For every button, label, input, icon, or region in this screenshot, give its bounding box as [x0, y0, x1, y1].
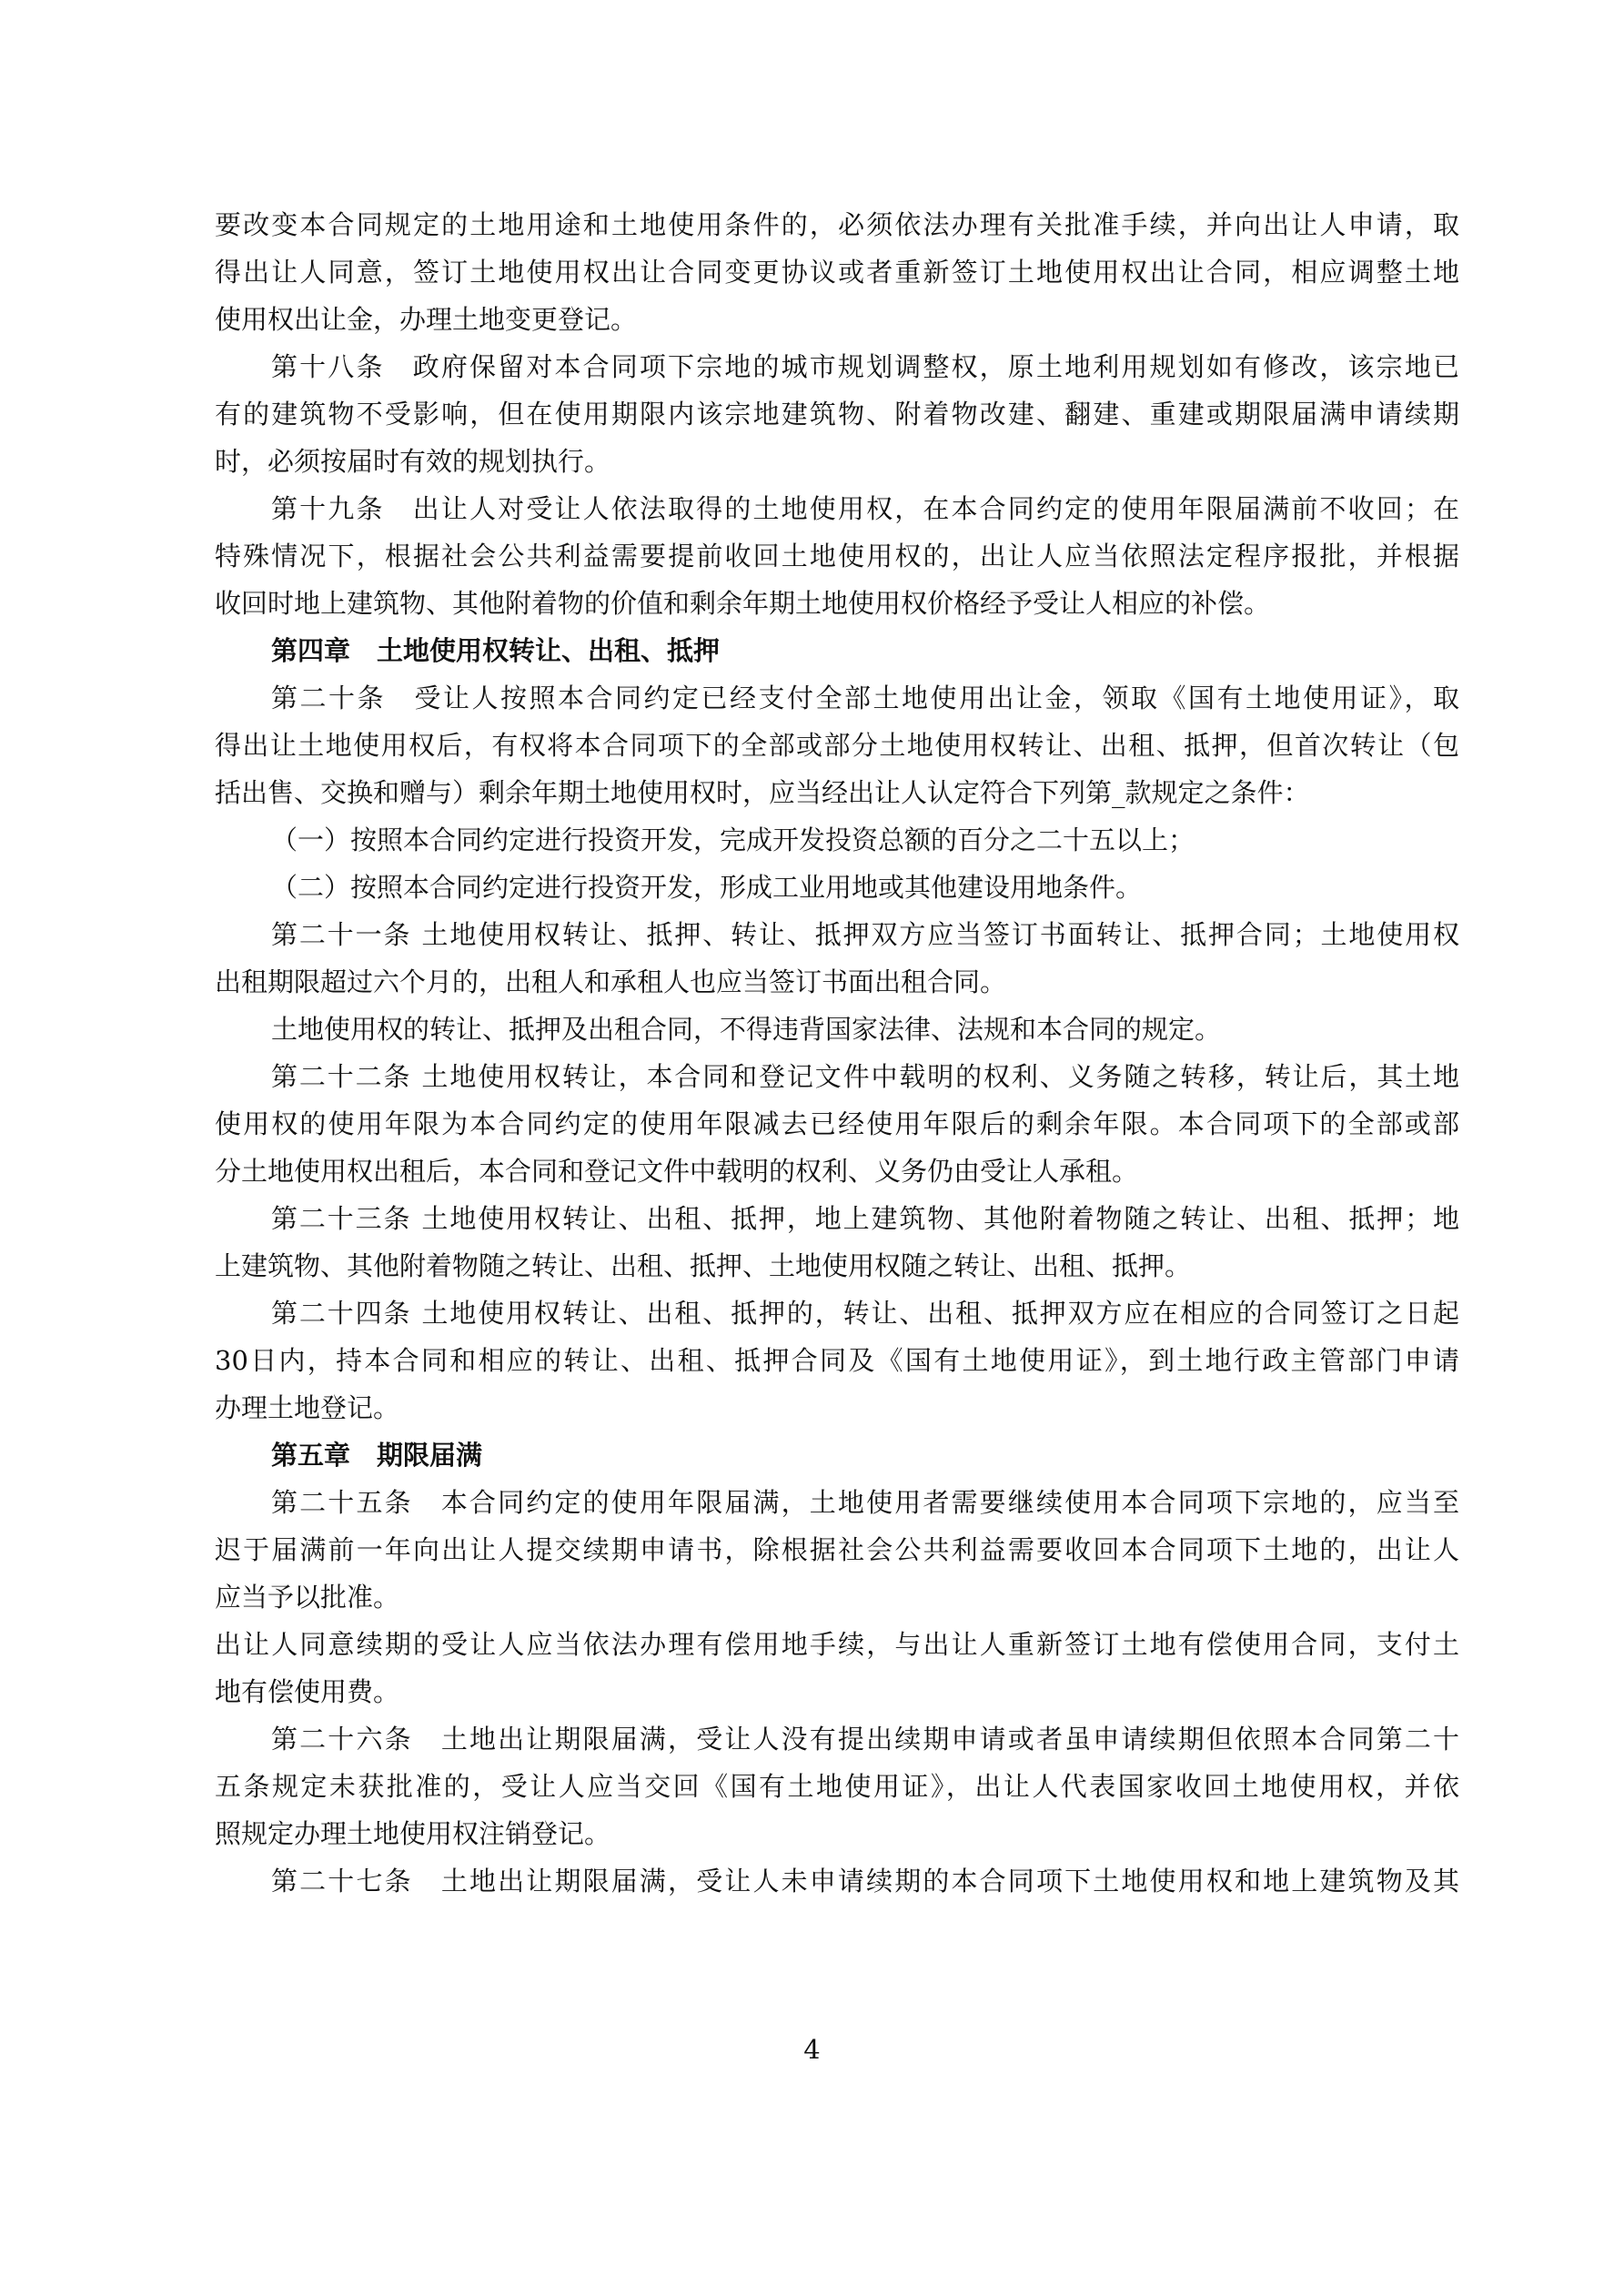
text-line: 分土地使用权出租后，本合同和登记文件中载明的权利、义务仍由受让人承租。: [215, 1156, 1139, 1187]
text-line: 30日内，持本合同和相应的转让、出租、抵押合同及《国有土地使用证》，到土地行政主管部门申请: [215, 1345, 1459, 1376]
text-line: 办理土地登记。: [215, 1392, 400, 1423]
text-line: 第五章 期限届满: [271, 1440, 483, 1471]
text-line: 上建筑物、其他附着物随之转让、出租、抵押、土地使用权随之转让、出租、抵押。: [215, 1250, 1192, 1281]
text-line: 收回时地上建筑物、其他附着物的价值和剩余年期土地使用权价格经予受让人相应的补偿。: [215, 588, 1271, 619]
text-line: 第二十三条 土地使用权转让、出租、抵押，地上建筑物、其他附着物随之转让、出租、抵押；地: [271, 1203, 1459, 1234]
text-line: 使用权出让金，办理土地变更登记。: [215, 304, 638, 335]
text-line: 出租期限超过六个月的，出租人和承租人也应当签订书面出租合同。: [215, 966, 1007, 997]
paragraph: [215, 1621, 1459, 1715]
text-line: 第十八条 政府保留对本合同项下宗地的城市规划调整权，原土地利用规划如有修改，该宗地已: [271, 351, 1459, 382]
paragraph: [215, 343, 1459, 485]
page-number: 4: [803, 2034, 821, 2065]
text-line: 第四章 土地使用权转让、出租、抵押: [271, 635, 721, 666]
text-line: 土地使用权的转让、抵押及出租合同，不得违背国家法律、法规和本合同的规定。: [271, 1014, 1222, 1045]
text-line: 照规定办理土地使用权注销登记。: [215, 1818, 611, 1849]
paragraph: [215, 1715, 1459, 1857]
text-line: 要改变本合同规定的土地用途和土地使用条件的，必须依法办理有关批准手续，并向出让人申请，取: [215, 209, 1459, 240]
text-line: 第二十五条 本合同约定的使用年限届满，土地使用者需要继续使用本合同项下宗地的，应当至: [271, 1487, 1459, 1518]
paragraph: [215, 674, 1459, 816]
text-line: 出让人同意续期的受让人应当依法办理有偿用地手续，与出让人重新签订土地有偿使用合同，支付土: [215, 1629, 1459, 1660]
text-line: 第十九条 出让人对受让人依法取得的土地使用权，在本合同约定的使用年限届满前不收回；在: [271, 493, 1459, 524]
paragraph: [215, 1195, 1459, 1290]
paragraph: [215, 1857, 1459, 1905]
text-line: 第二十六条 土地出让期限届满，受让人没有提出续期申请或者虽申请续期但依照本合同第二十: [271, 1724, 1459, 1755]
paragraph: [215, 1479, 1459, 1621]
text-line: （一）按照本合同约定进行投资开发，完成开发投资总额的百分之二十五以上；: [271, 824, 1195, 855]
text-line: 括出售、交换和赠与）剩余年期土地使用权时，应当经出让人认定符合下列第_款规定之条件：: [215, 777, 1310, 808]
chapter-heading: [215, 627, 1459, 674]
text-line: 得出让人同意，签订土地使用权出让合同变更协议或者重新签订土地使用权出让合同，相应调整土地: [215, 257, 1459, 288]
text-line: （二）按照本合同约定进行投资开发，形成工业用地或其他建设用地条件。: [271, 872, 1143, 903]
paragraph: [215, 1290, 1459, 1431]
text-line: 迟于届满前一年向出让人提交续期申请书，除根据社会公共利益需要收回本合同项下土地的，出让人: [215, 1534, 1459, 1565]
text-line: 时，必须按届时有效的规划执行。: [215, 446, 611, 477]
text-line: 使用权的使用年限为本合同约定的使用年限减去已经使用年限后的剩余年限。本合同项下的全部或部: [215, 1108, 1459, 1139]
paragraph: [215, 1053, 1459, 1195]
paragraph: [215, 1006, 1459, 1053]
text-line: 五条规定未获批准的，受让人应当交回《国有土地使用证》，出让人代表国家收回土地使用权，并依: [215, 1771, 1459, 1802]
paragraph: [215, 864, 1459, 911]
text-line: 应当予以批准。: [215, 1582, 400, 1613]
paragraph: [215, 485, 1459, 627]
text-line: 第二十条 受让人按照本合同约定已经支付全部土地使用出让金，领取《国有土地使用证》，取: [271, 683, 1459, 713]
text-line: 第二十二条 土地使用权转让，本合同和登记文件中载明的权利、义务随之转移，转让后，其土地: [271, 1061, 1459, 1092]
text-line: 有的建筑物不受影响，但在使用期限内该宗地建筑物、附着物改建、翻建、重建或期限届满申请续期: [215, 399, 1459, 430]
text-line: 得出让土地使用权后，有权将本合同项下的全部或部分土地使用权转让、出租、抵押，但首次转让（包: [215, 730, 1459, 761]
text-line: 第二十七条 土地出让期限届满，受让人未申请续期的本合同项下土地使用权和地上建筑物及其: [271, 1866, 1459, 1896]
paragraph: [215, 816, 1459, 864]
document-body: [215, 201, 1459, 1905]
text-line: 地有偿使用费。: [215, 1676, 400, 1707]
text-line: 第二十一条 土地使用权转让、抵押、转让、抵押双方应当签订书面转让、抵押合同；土地使用权: [271, 919, 1459, 950]
text-line: 第二十四条 土地使用权转让、出租、抵押的，转让、出租、抵押双方应在相应的合同签订之日起: [271, 1298, 1459, 1329]
paragraph: [215, 201, 1459, 343]
text-line: 特殊情况下，根据社会公共利益需要提前收回土地使用权的，出让人应当依照法定程序报批，并根据: [215, 541, 1459, 571]
paragraph: [215, 911, 1459, 1006]
chapter-heading: [215, 1431, 1459, 1479]
